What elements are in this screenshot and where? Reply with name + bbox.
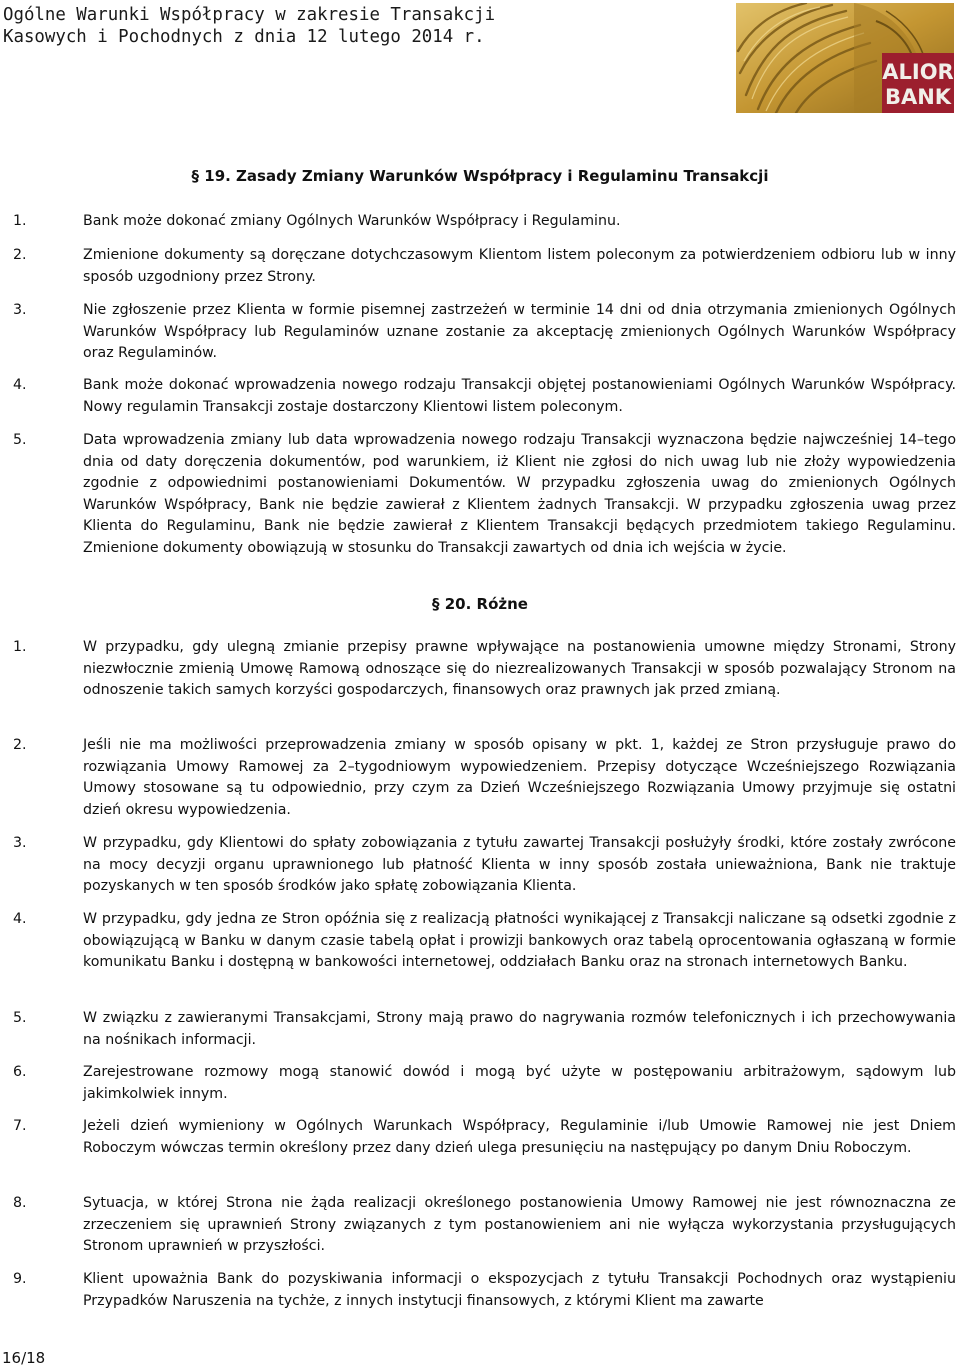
section-19-item-3: [10, 300, 956, 365]
section-20-item-5: [10, 1008, 956, 1051]
section-20-item-3: [10, 833, 956, 898]
item-text: Nie zgłoszenie przez Klienta w formie pisemnej zastrzeżeń w terminie 14 dni od dnia otrzymania zmienionych Ogólnych Warunków Współpracy lub Regulaminów uznane zostanie za akceptację zmienionych Ogólnych Warunków Współpracy oraz Regulaminów.: [83, 302, 956, 362]
item-text: Bank może dokonać wprowadzenia nowego rodzaju Transakcji objętej postanowieniami Ogólnych Warunków Współpracy. Nowy regulamin Transakcji zostaje dostarczony Klientowi listem poleconym.: [83, 377, 956, 415]
item-text: Zarejestrowane rozmowy mogą stanowić dowód i mogą być użyte w postępowaniu arbitrażowym, sądowym lub jakimkolwiek innym.: [83, 1064, 956, 1102]
item-number: 5.: [13, 432, 27, 448]
logo-graphic: [736, 3, 954, 113]
item-number: 2.: [13, 737, 27, 753]
item-text: Zmienione dokumenty są doręczane dotychczasowym Klientom listem poleconym za potwierdzeniem odbioru lub w inny sposób uzgodniony przez Strony.: [83, 247, 956, 285]
item-number: 5.: [13, 1010, 27, 1026]
section-20-heading: § 20. Różne: [432, 595, 528, 613]
item-number: 3.: [13, 835, 27, 851]
section-20-item-6: [10, 1062, 956, 1105]
item-text: Jeśli nie ma możliwości przeprowadzenia zmiany w sposób opisany w pkt. 1, każdej ze Stron przysługuje prawo do rozwiązania Umowy Ramowej za 2–tygodniowym wypowiedzeniem. Przepisy dotyczące Wcześniejszego Rozwiązania Umowy stosowane są tu odpowiednio, przy czym za Dzień Wcześniejszego Rozwiązania Umowy przyjmuje się ostatni dzień okresu wypowiedzenia.: [83, 737, 956, 818]
item-number: 9.: [13, 1271, 27, 1287]
item-number: 8.: [13, 1195, 27, 1211]
item-text: Klient upoważnia Bank do pozyskiwania informacji o ekspozycjach z tytułu Transakcji Pochodnych oraz wystąpieniu Przypadków Naruszenia na tychże, z innych instytucji finansowych, z którymi Klient ma zawarte: [83, 1271, 956, 1309]
item-text: W związku z zawieranymi Transakcjami, Strony mają prawo do nagrywania rozmów telefonicznych i ich przechowywania na nośnikach informacji.: [83, 1010, 956, 1048]
item-number: 7.: [13, 1118, 27, 1134]
item-number: 4.: [13, 911, 27, 927]
section-19-item-1: [10, 211, 956, 233]
item-text: W przypadku, gdy ulegną zmianie przepisy prawne wpływające na postanowienia umowne między Stronami, Strony niezwłocznie zmienią Umowę Ramową odnoszące się do niezrealizowanych Transakcji w sposób pozwalający Stronom na odnoszenie takich samych korzyści gospodarczych, finansowych oraz prawnych jak przed zmianą.: [83, 639, 956, 699]
item-text: W przypadku, gdy jedna ze Stron opóźnia się z realizacją płatności wynikającej z Transakcji naliczane są odsetki zgodnie z obowiązującą w Banku w danym czasie tabelą opłat i prowizji bankowych oraz tabelą oprocentowania ogłaszaną w formie komunikatu Banku i dostępną w bankowości internetowej, oddziałach Banku oraz na stronach internetowych Banku.: [83, 911, 956, 971]
section-20-item-1: [10, 637, 956, 702]
item-number: 2.: [13, 247, 27, 263]
logo-line-2: BANK: [884, 85, 952, 109]
page-number: 16/18: [2, 1349, 46, 1367]
section-20-item-8: [10, 1193, 956, 1258]
section-19-item-2: [10, 245, 956, 288]
item-number: 1.: [13, 639, 27, 655]
item-number: 3.: [13, 302, 27, 318]
section-19-item-5: [10, 430, 956, 560]
item-number: 6.: [13, 1064, 27, 1080]
item-number: 4.: [13, 377, 27, 393]
section-19-heading: § 19. Zasady Zmiany Warunków Współpracy i Regulaminu Transakcji: [191, 167, 769, 185]
section-20-item-9: [10, 1269, 956, 1312]
alior-bank-logo: [736, 3, 954, 113]
item-text: Data wprowadzenia zmiany lub data wprowadzenia nowego rodzaju Transakcji wyznaczona będzie najwcześniej 14–tego dnia od daty doręczenia dokumentów, pod warunkiem, iż Klient nie zgłosi do nich uwag lub nie złoży wypowiedzenia zgodnie z odpowiednimi postanowieniami Dokumentów. W przypadku zgłoszenia uwag do zmienionych Ogólnych Warunków Współpracy, Bank nie będzie zawierał z Klientem żadnych Transakcji. W przypadku zgłoszenia uwag przez Klienta do Regulaminu, Bank nie będzie zawierał z Klientem Transakcji będących przedmiotem takiego Regulaminu. Zmienione dokumenty obowiązują w stosunku do Transakcji zawartych od dnia ich wejścia w życie.: [83, 432, 956, 556]
section-19-item-4: [10, 375, 956, 418]
section-20-item-7: [10, 1116, 956, 1159]
item-text: Bank może dokonać zmiany Ogólnych Warunków Współpracy i Regulaminu.: [83, 213, 621, 229]
logo-line-1: ALIOR: [882, 60, 954, 84]
item-number: 1.: [13, 213, 27, 229]
section-20-item-2: [10, 735, 956, 821]
section-20-item-4: [10, 909, 956, 974]
document-header-title: [3, 4, 495, 48]
header-title-line-1: Ogólne Warunki Współpracy w zakresie Transakcji: [3, 5, 496, 25]
item-text: W przypadku, gdy Klientowi do spłaty zobowiązania z tytułu zawartej Transakcji posłużyły środki, które zostały zwrócone na mocy decyzji organu uprawnionego lub płatność Klienta w inny sposób została unieważniona, Bank nie traktuje pozyskanych w ten sposób środków jako spłatę zobowiązania Klienta.: [83, 835, 956, 895]
item-text: Jeżeli dzień wymieniony w Ogólnych Warunkach Współpracy, Regulaminie i/lub Umowie Ramowej nie jest Dniem Roboczym wówczas termin określony przez dany dzień ulega presunięciu na następujący po danym Dniu Roboczym.: [83, 1118, 956, 1156]
header-title-line-2: Kasowych i Pochodnych z dnia 12 lutego 2014 r.: [3, 27, 485, 47]
item-text: Sytuacja, w której Strona nie żąda realizacji określonego postanowienia Umowy Ramowej nie jest równoznaczna ze zrzeczeniem się uprawnień Strony związanych z tym postanowieniem ani nie wyłącza wykorzystania przysługujących Stronom uprawnień w przyszłości.: [83, 1195, 956, 1255]
